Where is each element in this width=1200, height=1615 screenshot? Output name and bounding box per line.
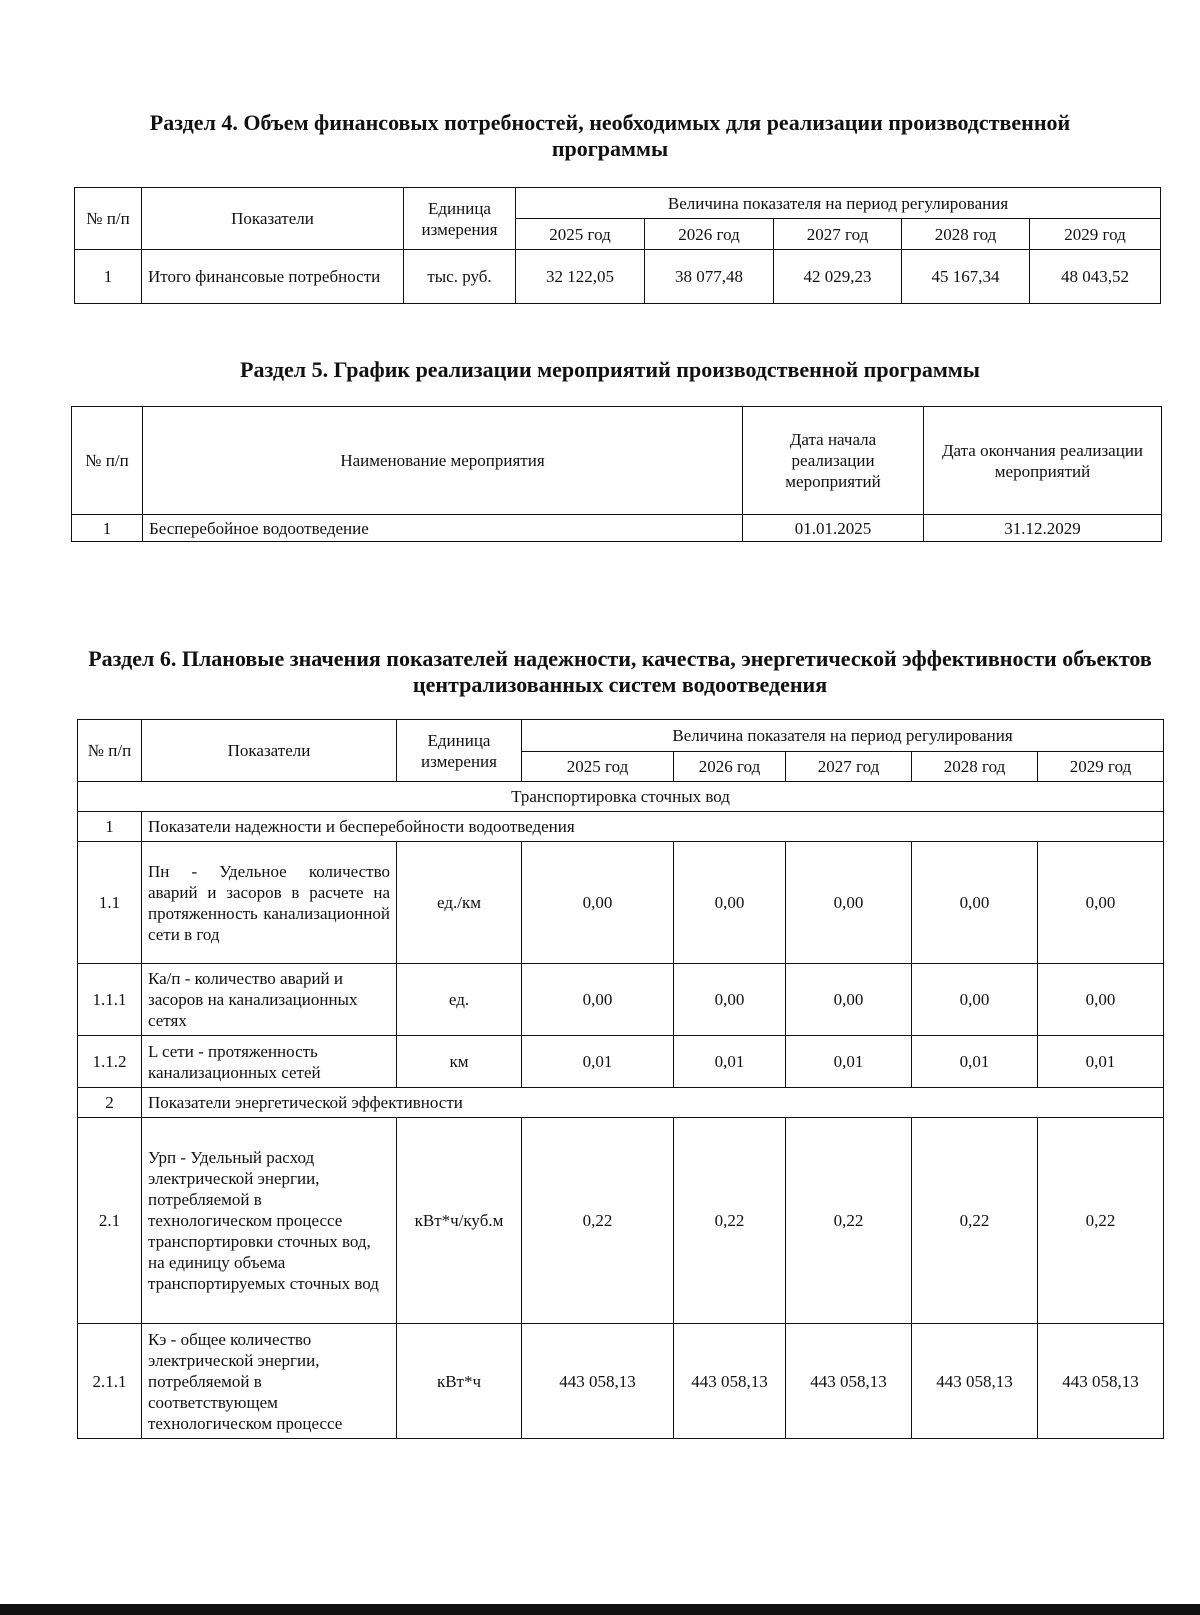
table-row [78,1036,1164,1088]
row-indicator: Урп - Удельный расход электрической энергии, потребляемой в технологическом процессе транспортировки сточных вод, на единицу объема транспортируемых сточных вод [142,1118,397,1324]
row-value: 0,00 [912,842,1038,964]
row-value: 0,00 [522,964,674,1036]
scan-bottom-edge [0,1604,1200,1615]
row-no: 1 [75,250,142,304]
row-unit: кВт*ч [397,1324,522,1439]
row-value: 443 058,13 [786,1324,912,1439]
header-indicator: Показатели [142,720,397,782]
row-value: 45 167,34 [902,250,1030,304]
row-value: 443 058,13 [1038,1324,1164,1439]
row-indicator: L сети - протяженность канализационных сетей [142,1036,397,1088]
header-end-date: Дата окончания реализации мероприятий [924,407,1162,515]
header-year: 2028 год [912,752,1038,782]
header-event-name: Наименование мероприятия [143,407,743,515]
reliability-indicators-table [77,719,1164,1439]
row-value: 0,00 [674,842,786,964]
row-unit: кВт*ч/куб.м [397,1118,522,1324]
row-indicator: Кэ - общее количество электрической энергии, потребляемой в соответствующем технологическом процессе [142,1324,397,1439]
row-value: 443 058,13 [522,1324,674,1439]
header-unit: Единица измерения [404,188,516,250]
header-no: № п/п [72,407,143,515]
row-value: 443 058,13 [674,1324,786,1439]
row-no: 2.1 [78,1118,142,1324]
header-year: 2028 год [902,219,1030,250]
row-value: 0,01 [786,1036,912,1088]
header-year: 2027 год [786,752,912,782]
row-value: 48 043,52 [1030,250,1161,304]
subgroup-title: Показатели энергетической эффективности [142,1088,1164,1118]
header-start-date: Дата начала реализации мероприятий [743,407,924,515]
header-year: 2026 год [674,752,786,782]
row-unit: тыс. руб. [404,250,516,304]
row-value: 0,00 [674,964,786,1036]
row-end-date: 31.12.2029 [924,515,1162,542]
subgroup-row [78,1088,1164,1118]
row-unit: ед./км [397,842,522,964]
subgroup-row [78,812,1164,842]
row-no: 2 [78,1088,142,1118]
row-value: 0,22 [1038,1118,1164,1324]
section-4-title: Раздел 4. Объем финансовых потребностей, необходимых для реализации производственной программы [149,110,1071,161]
row-unit: км [397,1036,522,1088]
schedule-table [71,406,1162,542]
row-value: 32 122,05 [516,250,645,304]
row-value: 0,00 [1038,964,1164,1036]
row-value: 0,01 [674,1036,786,1088]
row-indicator: Пн - Удельное количество аварий и засоров в расчете на протяженность канализационной сети в год [142,842,397,964]
section-5-title: Раздел 5. График реализации мероприятий производственной программы [240,357,980,382]
row-value: 0,01 [522,1036,674,1088]
row-value: 443 058,13 [912,1324,1038,1439]
header-year: 2025 год [516,219,645,250]
header-value-period: Величина показателя на период регулирования [522,720,1164,752]
row-no: 2.1.1 [78,1324,142,1439]
row-value: 0,01 [1038,1036,1164,1088]
header-value-period: Величина показателя на период регулирования [516,188,1161,219]
header-no: № п/п [75,188,142,250]
group-row-title: Транспортировка сточных вод [78,782,1164,812]
section-6-title: Раздел 6. Плановые значения показателей надежности, качества, энергетической эффективности объектов централизованных систем водоотведения [88,646,1152,697]
row-value: 38 077,48 [645,250,774,304]
row-no: 1.1.1 [78,964,142,1036]
row-no: 1 [78,812,142,842]
row-value: 0,00 [786,842,912,964]
table-row [78,1118,1164,1324]
row-event-name: Бесперебойное водоотведение [143,515,743,542]
row-no: 1 [72,515,143,542]
table-row [78,842,1164,964]
row-value: 0,22 [522,1118,674,1324]
row-start-date: 01.01.2025 [743,515,924,542]
header-indicator: Показатели [142,188,404,250]
row-no: 1.1.2 [78,1036,142,1088]
row-indicator: Ка/п - количество аварий и засоров на канализационных сетях [142,964,397,1036]
header-year: 2026 год [645,219,774,250]
subgroup-title: Показатели надежности и бесперебойности водоотведения [142,812,1164,842]
table-row [78,964,1164,1036]
row-value: 0,22 [674,1118,786,1324]
row-value: 0,01 [912,1036,1038,1088]
header-year: 2025 год [522,752,674,782]
row-value: 0,00 [522,842,674,964]
row-value: 0,00 [912,964,1038,1036]
table-row [72,515,1162,542]
table-row [78,1324,1164,1439]
header-year: 2027 год [774,219,902,250]
row-value: 0,22 [912,1118,1038,1324]
row-indicator: Итого финансовые потребности [142,250,404,304]
row-value: 42 029,23 [774,250,902,304]
financial-needs-table [74,187,1161,304]
row-value: 0,22 [786,1118,912,1324]
header-year: 2029 год [1030,219,1161,250]
header-no: № п/п [78,720,142,782]
header-year: 2029 год [1038,752,1164,782]
row-value: 0,00 [1038,842,1164,964]
header-unit: Единица измерения [397,720,522,782]
table-row [75,250,1161,304]
row-unit: ед. [397,964,522,1036]
row-no: 1.1 [78,842,142,964]
row-value: 0,00 [786,964,912,1036]
